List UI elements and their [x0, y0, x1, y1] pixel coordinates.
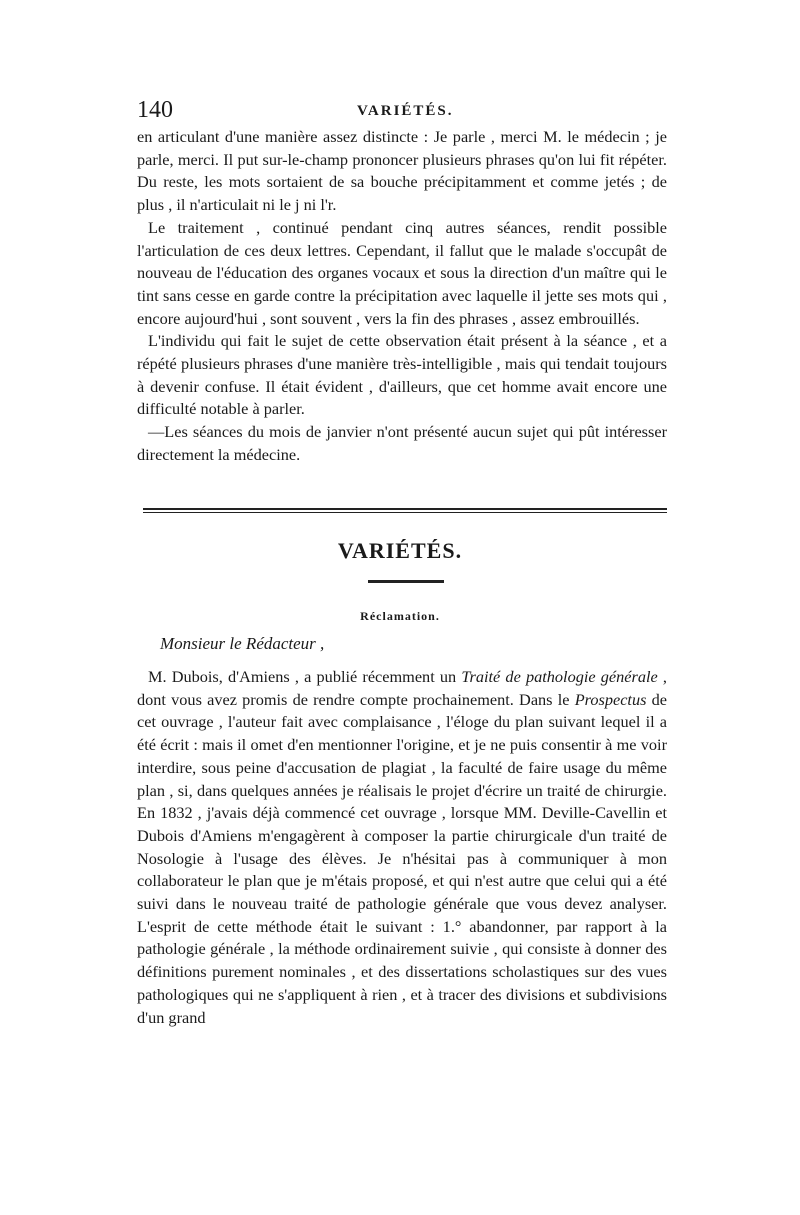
section-title: VARIÉTÉS. — [337, 538, 463, 563]
paragraph: en articulant d'une manière assez distincte : Je parle , merci M. le médecin ; je parle, merci. Il put sur-le-champ prononcer plusieurs phrases qu'on lui fit répéter. Du reste, les mots sortaient de sa bouche précipitamment et comme jetés ; de plus , il n'articulait ni le j ni l'r. — [137, 127, 667, 215]
page-header — [137, 97, 667, 127]
letter-text-part: de cet ouvrage , l'auteur fait avec complaisance , l'éloge du plan suivant lequel il a été écrit : mais il omet d'en mentionner l'origine, et je ne puis consentir à me voir interdire, sous peine d'accusation de plagiat , la faculté de faire usage du même plan , si, dans quelques années je réalisais le projet d'écrire un traité de chirurgie. En 1832 , j'avais déjà commencé cet ouvrage , lorsque MM. Deville-Cavellin et Dubois d'Amiens m'engagèrent à composer la partie chirurgicale d'un traité de Nosologie à l'usage des élèves. Je n'hésitai pas à communiquer à mon collaborateur le plan que je m'étais proposé, et qui n'est autre que celui qui a été suivi dans le nouveau traité de pathologie générale que vous devez analyser. L'esprit de cette méthode était le suivant : 1.° abandonner, par rapport à la pathologie générale , la méthode ordinairement suivie , qui consiste à donner des définitions purement nominales , et des dissertations scholastiques sur des vues pathologiques qui ne s'appliquent à rien , et à tracer des divisions et subdivisions d'un grand — [137, 689, 668, 1027]
letter-text — [137, 666, 667, 1029]
paragraph: L'individu qui fait le sujet de cette observation était présent à la séance , et a répété plusieurs phrases d'une manière très-intelligible , mais qui tendait toujours à devenir confuse. Il était évident , d'ailleurs, que cet homme avait encore une difficulté notable à parler. — [137, 331, 667, 419]
page-number: 140 — [137, 97, 173, 123]
report-text — [137, 126, 667, 467]
prospectus-title: Prospectus — [574, 689, 647, 709]
salutation: Monsieur le Rédacteur , — [160, 634, 325, 653]
letter-text-part: M. Dubois, d'Amiens , a publié récemment un — [148, 667, 462, 686]
section-divider — [143, 508, 667, 513]
letter-text-part: , dont vous avez promis de rendre compte prochainement. Dans le — [137, 667, 667, 709]
letter-paragraph — [137, 666, 667, 1029]
paragraph: Le traitement , continué pendant cinq autres séances, rendit possible l'articulation de ces deux lettres. Cependant, il fallut que le malade s'occupât de nouveau de l'éducation des organes vocaux et sous la direction d'un maître qui le tint sans cesse en garde contre la précipitation avec laquelle il jette ses mots qui , encore aujourd'hui , sont souvent , vers la fin des phrases , assez embrouillés. — [137, 217, 667, 328]
paragraph: —Les séances du mois de janvier n'ont présenté aucun sujet qui pût intéresser directement la médecine. — [137, 422, 667, 464]
book-title: Traité de pathologie générale — [461, 667, 658, 686]
title-rule — [368, 580, 444, 583]
running-title: VARIÉTÉS. — [357, 103, 454, 119]
article-subtitle: Réclamation. — [360, 609, 440, 623]
